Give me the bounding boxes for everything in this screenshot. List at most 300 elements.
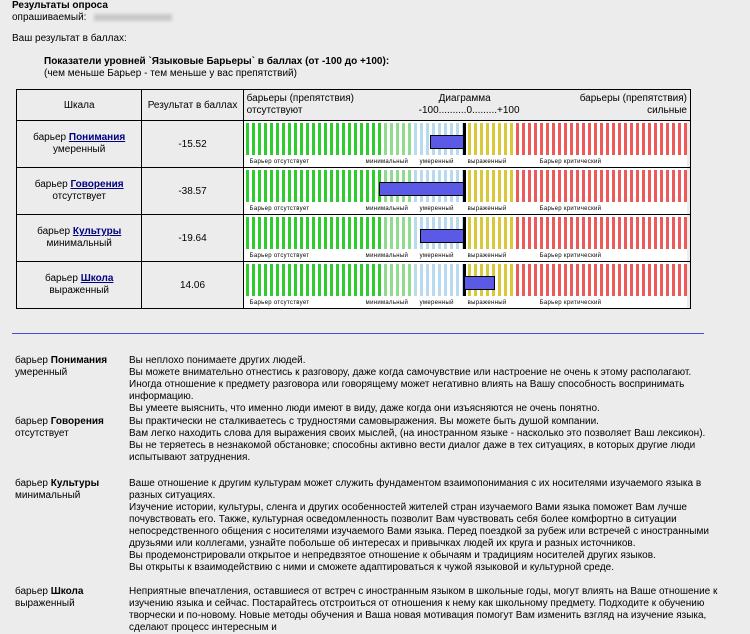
scale-stripe bbox=[342, 170, 345, 202]
scale-stripe bbox=[552, 170, 555, 202]
scale-stripe bbox=[342, 123, 345, 155]
scale-stripe bbox=[552, 264, 555, 296]
scale-stripe bbox=[480, 217, 483, 249]
result-value: -38.57 bbox=[142, 168, 243, 215]
scale-stripe bbox=[558, 170, 561, 202]
scale-stripe bbox=[504, 170, 507, 202]
scale-stripe bbox=[384, 264, 387, 296]
result-value: 14.06 bbox=[142, 262, 243, 309]
scale-stripe bbox=[570, 170, 573, 202]
desc-line: Ваше отношение к другим культурам может служить фундаментом взаимопонимания с их носителями изучаемого языка в разных ситуациях. bbox=[129, 478, 702, 501]
table-row bbox=[17, 262, 691, 309]
description-name bbox=[15, 586, 125, 610]
scale-stripe bbox=[324, 170, 327, 202]
scale-stripe bbox=[258, 264, 261, 296]
scale-stripe bbox=[324, 264, 327, 296]
scale-stripe bbox=[672, 170, 675, 202]
desc-prefix: барьер bbox=[15, 355, 48, 366]
scale-stripe bbox=[258, 217, 261, 249]
scale-stripe bbox=[264, 217, 267, 249]
scale-stripe bbox=[522, 170, 525, 202]
desc-level: минимальный bbox=[15, 490, 81, 501]
scale-stripe bbox=[510, 123, 513, 155]
result-value: -15.52 bbox=[142, 121, 243, 168]
legend-minimal: минимальный bbox=[365, 300, 409, 306]
scale-stripe bbox=[336, 170, 339, 202]
scale-stripe bbox=[666, 217, 669, 249]
scale-stripe bbox=[408, 217, 411, 249]
scale-stripe bbox=[474, 123, 477, 155]
scale-stripe bbox=[546, 264, 549, 296]
scale-stripe bbox=[360, 123, 363, 155]
scale-stripe bbox=[540, 264, 543, 296]
description-text bbox=[129, 416, 734, 464]
scale-stripe bbox=[486, 170, 489, 202]
scale-stripe bbox=[576, 170, 579, 202]
scale-stripe bbox=[588, 264, 591, 296]
scale-stripe bbox=[666, 264, 669, 296]
scale-stripe bbox=[252, 170, 255, 202]
scale-stripe bbox=[324, 123, 327, 155]
scale-stripe bbox=[360, 264, 363, 296]
scale-stripe bbox=[414, 264, 417, 296]
scale-stripe bbox=[612, 264, 615, 296]
scale-stripe bbox=[642, 123, 645, 155]
scale-stripe bbox=[546, 217, 549, 249]
scale-stripe bbox=[624, 264, 627, 296]
scale-stripe bbox=[516, 170, 519, 202]
scale-link-shkola[interactable]: Школа bbox=[80, 273, 114, 284]
scale-stripe bbox=[582, 217, 585, 249]
desc-line: Изучение истории, культуры, сленга и других особенностей жителей стран изучаемого Вами языка поможет Вам лучше почувствовать его. Также, культурная осведомленность позволит Вам чувствовать себя более комфортно в ситуации непосредственного общения с носителями изучаемого Вами языка. Перед поездкой за рубеж или встречей с иностранными друзьями или коллегами, узнайте побольше об интересах и привычках людей их круга и разных источников. bbox=[129, 502, 709, 549]
scale-stripe bbox=[294, 170, 297, 202]
diag-left-label-2: отсутствуют bbox=[246, 105, 303, 116]
scale-stripe bbox=[624, 170, 627, 202]
scale-stripe bbox=[300, 264, 303, 296]
scale-stripe bbox=[612, 123, 615, 155]
results-table-header bbox=[17, 90, 691, 121]
scale-stripe bbox=[576, 264, 579, 296]
scale-stripe bbox=[378, 264, 381, 296]
scale-stripe bbox=[378, 123, 381, 155]
scale-stripe bbox=[402, 123, 405, 155]
scale-stripe bbox=[654, 170, 657, 202]
scale-stripe bbox=[372, 264, 375, 296]
scale-stripe bbox=[312, 170, 315, 202]
diagram-bar bbox=[244, 121, 687, 167]
desc-line: Вы можете внимательно отнестись к разговору, даже когда самочувствие или настроение не очень к этому располагают. bbox=[129, 367, 692, 378]
scale-stripe bbox=[582, 170, 585, 202]
scale-stripe bbox=[498, 217, 501, 249]
description-text bbox=[129, 355, 734, 415]
scale-stripe bbox=[384, 217, 387, 249]
scale-stripe bbox=[522, 217, 525, 249]
scale-stripe bbox=[600, 123, 603, 155]
scale-stripe bbox=[420, 264, 423, 296]
scale-stripe bbox=[378, 217, 381, 249]
scale-stripe bbox=[636, 264, 639, 296]
legend-absent: Барьер отсутствует bbox=[249, 159, 310, 165]
diag-center-label-1: Диаграмма bbox=[438, 93, 491, 104]
scale-link-govoreniya[interactable]: Говорения bbox=[70, 179, 124, 190]
desc-line: Неприятные впечатления, оставшиеся от встреч с иностранным языком в школьные годы, могут влиять на Ваше отношение к изучению языка и сейчас. Постарайтесь отстроиться от отношения к нему как школьному предмету. Подходите к обучению творчески и по-новому. Новые методы обучения и Ваша новая мотивация помогут Вам изменить взгляд на изучение языка, сделают процесс интересным и bbox=[129, 586, 718, 633]
scale-stripe bbox=[318, 217, 321, 249]
scale-stripe bbox=[408, 123, 411, 155]
scale-stripe bbox=[336, 123, 339, 155]
scale-stripe bbox=[330, 123, 333, 155]
desc-line: Вы продемонстрировали открытое и непредвзятое отношение к обычаям и традициям носителей других языков. bbox=[129, 550, 656, 561]
scale-stripe bbox=[672, 123, 675, 155]
scale-stripe bbox=[396, 217, 399, 249]
scale-stripe bbox=[444, 264, 447, 296]
scale-stripe bbox=[636, 170, 639, 202]
scale-stripe bbox=[576, 123, 579, 155]
diag-left-label-1: барьеры (препятствия) bbox=[246, 93, 354, 104]
scale-stripe bbox=[516, 264, 519, 296]
legend-minimal: минимальный bbox=[365, 253, 409, 259]
diag-center-label-2: -100..........0.........+100 bbox=[418, 105, 520, 116]
scale-stripe bbox=[480, 123, 483, 155]
scale-stripe bbox=[246, 123, 249, 155]
legend-minimal: минимальный bbox=[365, 206, 409, 212]
scale-stripe bbox=[354, 123, 357, 155]
desc-line: Вы умеете выяснить, что именно люди имеют в виду, даже когда они изъясняются не очень понятно. bbox=[129, 403, 600, 414]
scale-stripe bbox=[348, 264, 351, 296]
scale-stripe bbox=[366, 264, 369, 296]
col-result-header: Результат в баллах bbox=[142, 90, 243, 121]
scale-stripe bbox=[546, 123, 549, 155]
score-bar bbox=[379, 182, 464, 196]
scale-stripe bbox=[588, 217, 591, 249]
scale-stripe bbox=[480, 170, 483, 202]
scale-stripe bbox=[324, 217, 327, 249]
scale-stripe bbox=[294, 264, 297, 296]
scale-stripe bbox=[318, 264, 321, 296]
scale-stripe bbox=[300, 217, 303, 249]
scale-prefix: барьер bbox=[34, 179, 68, 190]
legend-critical: Барьер критический bbox=[539, 159, 602, 165]
scale-stripe bbox=[540, 217, 543, 249]
scale-stripe bbox=[522, 123, 525, 155]
desc-line: Вы практически не сталкиваетесь с трудностями самовыражения. Вы можете быть душой компании. bbox=[129, 416, 599, 427]
scale-stripe bbox=[654, 264, 657, 296]
legend-expressed: выраженный bbox=[467, 300, 507, 306]
scale-stripe bbox=[342, 217, 345, 249]
scale-stripe bbox=[372, 170, 375, 202]
scale-stripe bbox=[660, 123, 663, 155]
scale-stripe bbox=[618, 170, 621, 202]
diagram-bar bbox=[244, 215, 687, 261]
scale-stripe bbox=[288, 217, 291, 249]
scale-stripe bbox=[348, 123, 351, 155]
scale-stripe bbox=[516, 123, 519, 155]
scale-stripe bbox=[618, 123, 621, 155]
table-row bbox=[17, 168, 691, 215]
scale-stripe bbox=[420, 123, 423, 155]
scale-stripe bbox=[624, 123, 627, 155]
scale-stripe bbox=[306, 123, 309, 155]
desc-level: умеренный bbox=[15, 367, 68, 378]
scale-stripe bbox=[276, 123, 279, 155]
scale-cell bbox=[17, 121, 142, 168]
scale-stripe bbox=[282, 217, 285, 249]
scale-stripe bbox=[426, 123, 429, 155]
scale-stripe bbox=[606, 264, 609, 296]
scale-stripe bbox=[498, 123, 501, 155]
indicators-caption bbox=[44, 56, 389, 80]
scale-stripe bbox=[660, 217, 663, 249]
scale-stripe bbox=[246, 264, 249, 296]
scale-stripe bbox=[678, 170, 681, 202]
description-name bbox=[15, 416, 125, 440]
scale-stripe bbox=[468, 170, 471, 202]
scale-stripe bbox=[306, 170, 309, 202]
scale-stripe bbox=[594, 264, 597, 296]
scale-stripe bbox=[360, 217, 363, 249]
scale-stripe bbox=[402, 264, 405, 296]
scale-stripe bbox=[594, 217, 597, 249]
diag-right-label-2: сильные bbox=[647, 105, 687, 116]
score-bar bbox=[430, 135, 464, 149]
scale-stripe bbox=[294, 217, 297, 249]
scale-stripe bbox=[618, 217, 621, 249]
scale-stripe bbox=[528, 264, 531, 296]
scale-stripe bbox=[384, 123, 387, 155]
scale-stripe bbox=[570, 217, 573, 249]
scale-stripe bbox=[330, 170, 333, 202]
desc-prefix: барьер bbox=[15, 586, 48, 597]
scale-stripe bbox=[312, 217, 315, 249]
scale-stripe bbox=[648, 170, 651, 202]
scale-stripe bbox=[588, 123, 591, 155]
scale-stripe bbox=[636, 123, 639, 155]
scale-stripe bbox=[564, 217, 567, 249]
scale-stripe bbox=[474, 217, 477, 249]
col-scale-header: Шкала bbox=[17, 90, 142, 121]
scale-stripe bbox=[576, 217, 579, 249]
score-bar bbox=[420, 229, 463, 243]
scale-stripe bbox=[396, 123, 399, 155]
results-table bbox=[16, 89, 691, 309]
scale-stripe bbox=[612, 170, 615, 202]
scale-link-kultury[interactable]: Культуры bbox=[72, 226, 122, 237]
scale-level: минимальный bbox=[46, 238, 112, 249]
description-text bbox=[129, 586, 734, 634]
legend-expressed: выраженный bbox=[467, 206, 507, 212]
scale-stripe bbox=[414, 217, 417, 249]
scale-stripe bbox=[654, 123, 657, 155]
legend-moderate: умеренный bbox=[419, 300, 454, 306]
legend-moderate: умеренный bbox=[419, 159, 454, 165]
scale-stripe bbox=[672, 217, 675, 249]
scale-stripe bbox=[318, 170, 321, 202]
scale-stripe bbox=[600, 170, 603, 202]
scale-stripe bbox=[684, 217, 687, 249]
scale-stripe bbox=[678, 123, 681, 155]
scale-stripe bbox=[264, 123, 267, 155]
your-result-label: Ваш результат в баллах: bbox=[12, 33, 127, 44]
scale-stripe bbox=[342, 264, 345, 296]
scale-stripe bbox=[294, 123, 297, 155]
scale-stripe bbox=[504, 123, 507, 155]
scale-prefix: барьер bbox=[37, 226, 71, 237]
desc-scale: Школа bbox=[50, 586, 84, 597]
desc-prefix: барьер bbox=[15, 478, 48, 489]
legend-expressed: выраженный bbox=[467, 253, 507, 259]
scale-stripe bbox=[468, 217, 471, 249]
scale-stripe bbox=[288, 170, 291, 202]
legend-absent: Барьер отсутствует bbox=[249, 300, 310, 306]
scale-stripe bbox=[318, 123, 321, 155]
scale-stripe bbox=[660, 264, 663, 296]
scale-stripe bbox=[510, 217, 513, 249]
scale-stripe bbox=[624, 217, 627, 249]
desc-scale: Говорения bbox=[50, 416, 104, 427]
scale-stripe bbox=[282, 264, 285, 296]
indicators-title: Показатели уровней `Языковые Барьеры` в баллах (от -100 до +100): bbox=[44, 56, 390, 67]
scale-stripe bbox=[354, 264, 357, 296]
diagram-bar bbox=[244, 262, 687, 308]
scale-stripe bbox=[570, 123, 573, 155]
scale-stripe bbox=[684, 170, 687, 202]
scale-stripe bbox=[414, 123, 417, 155]
legend-absent: Барьер отсутствует bbox=[249, 206, 310, 212]
scale-stripe bbox=[246, 170, 249, 202]
scale-stripe bbox=[606, 217, 609, 249]
scale-stripe bbox=[600, 264, 603, 296]
scale-stripe bbox=[594, 123, 597, 155]
scale-stripe bbox=[642, 217, 645, 249]
scale-stripe bbox=[492, 217, 495, 249]
scale-stripe bbox=[354, 217, 357, 249]
scale-stripe bbox=[594, 170, 597, 202]
scale-stripe bbox=[582, 123, 585, 155]
scale-stripe bbox=[252, 123, 255, 155]
legend-critical: Барьер критический bbox=[539, 300, 602, 306]
scale-stripe bbox=[366, 123, 369, 155]
scale-stripe bbox=[474, 170, 477, 202]
scale-stripe bbox=[432, 264, 435, 296]
scale-stripe bbox=[330, 264, 333, 296]
scale-stripe bbox=[426, 264, 429, 296]
scale-stripe bbox=[354, 170, 357, 202]
scale-stripe bbox=[642, 170, 645, 202]
scale-stripe bbox=[648, 217, 651, 249]
scale-stripe bbox=[558, 217, 561, 249]
scale-stripe bbox=[612, 217, 615, 249]
scale-prefix: барьер bbox=[44, 273, 78, 284]
scale-stripe bbox=[270, 217, 273, 249]
scale-stripe bbox=[684, 123, 687, 155]
scale-stripe bbox=[402, 217, 405, 249]
scale-stripe bbox=[648, 123, 651, 155]
scale-stripe bbox=[258, 170, 261, 202]
description-text bbox=[129, 478, 734, 574]
scale-stripe bbox=[276, 217, 279, 249]
desc-scale: Культуры bbox=[50, 478, 100, 489]
scale-stripe bbox=[396, 264, 399, 296]
scale-stripe bbox=[282, 123, 285, 155]
scale-stripe bbox=[450, 264, 453, 296]
scale-stripe bbox=[306, 264, 309, 296]
scale-stripe bbox=[288, 123, 291, 155]
desc-line: Иногда отношение к предмету разговора или говорящему может негативно влиять на Вашу способность воспринимать информацию. bbox=[129, 379, 685, 402]
scale-prefix: барьер bbox=[33, 132, 67, 143]
col-diagram-header bbox=[243, 90, 690, 121]
scale-stripe bbox=[540, 123, 543, 155]
scale-stripe bbox=[630, 170, 633, 202]
scale-stripe bbox=[468, 123, 471, 155]
scale-stripe bbox=[372, 123, 375, 155]
scale-stripe bbox=[276, 170, 279, 202]
scale-stripe bbox=[456, 264, 459, 296]
scale-stripe bbox=[288, 264, 291, 296]
scale-stripe bbox=[312, 123, 315, 155]
scale-stripe bbox=[306, 217, 309, 249]
scale-stripe bbox=[252, 217, 255, 249]
scale-stripe bbox=[366, 170, 369, 202]
scale-stripe bbox=[504, 264, 507, 296]
scale-stripe bbox=[264, 170, 267, 202]
scale-stripe bbox=[300, 170, 303, 202]
scale-stripe bbox=[438, 264, 441, 296]
scale-stripe bbox=[270, 170, 273, 202]
scale-stripe bbox=[252, 264, 255, 296]
diagram-cell bbox=[243, 215, 690, 262]
scale-stripe bbox=[270, 264, 273, 296]
scale-stripe bbox=[642, 264, 645, 296]
scale-stripe bbox=[666, 170, 669, 202]
section-divider bbox=[12, 333, 704, 334]
scale-stripe bbox=[264, 264, 267, 296]
scale-stripe bbox=[534, 170, 537, 202]
legend-absent: Барьер отсутствует bbox=[249, 253, 310, 259]
scale-stripe bbox=[684, 264, 687, 296]
scale-stripe bbox=[528, 170, 531, 202]
scale-stripe bbox=[528, 217, 531, 249]
diagram-cell bbox=[243, 168, 690, 215]
scale-stripe bbox=[540, 170, 543, 202]
scale-cell bbox=[17, 168, 142, 215]
page-title: Результаты опроса bbox=[12, 0, 108, 11]
scale-stripe bbox=[618, 264, 621, 296]
scale-stripe bbox=[366, 217, 369, 249]
scale-stripe bbox=[486, 217, 489, 249]
scale-stripe bbox=[606, 170, 609, 202]
legend-critical: Барьер критический bbox=[539, 253, 602, 259]
scale-stripe bbox=[300, 123, 303, 155]
scale-stripe bbox=[546, 170, 549, 202]
legend-moderate: умеренный bbox=[419, 253, 454, 259]
diag-right-label-1: барьеры (препятствия) bbox=[579, 93, 687, 104]
scale-link-ponimaniya[interactable]: Понимания bbox=[68, 132, 126, 143]
table-row bbox=[17, 121, 691, 168]
scale-stripe bbox=[246, 217, 249, 249]
scale-stripe bbox=[570, 264, 573, 296]
desc-prefix: барьер bbox=[15, 416, 48, 427]
diagram-cell bbox=[243, 121, 690, 168]
scale-stripe bbox=[582, 264, 585, 296]
scale-stripe bbox=[504, 217, 507, 249]
scale-stripe bbox=[630, 123, 633, 155]
scale-stripe bbox=[558, 123, 561, 155]
scale-level: умеренный bbox=[53, 144, 106, 155]
scale-stripe bbox=[270, 123, 273, 155]
description-name bbox=[15, 355, 125, 379]
scale-stripe bbox=[510, 170, 513, 202]
diagram-cell bbox=[243, 262, 690, 309]
legend-expressed: выраженный bbox=[467, 159, 507, 165]
